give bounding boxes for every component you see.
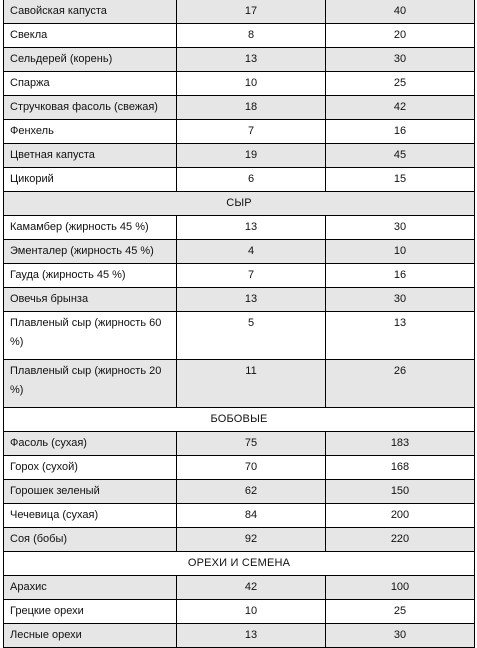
value-2-cell: 30 bbox=[326, 624, 475, 648]
table-row bbox=[4, 240, 475, 264]
value-1-cell: 18 bbox=[177, 96, 326, 120]
food-name-cell: Арахис bbox=[4, 576, 177, 600]
value-1-cell: 92 bbox=[177, 528, 326, 552]
food-name-cell: Овечья брынза bbox=[4, 288, 177, 312]
value-1-cell: 7 bbox=[177, 264, 326, 288]
value-2-cell: 25 bbox=[326, 600, 475, 624]
food-name-cell: Цикорий bbox=[4, 168, 177, 192]
section-title: СЫР bbox=[4, 192, 475, 216]
table-row bbox=[4, 48, 475, 72]
value-1-cell: 19 bbox=[177, 144, 326, 168]
value-1-cell: 17 bbox=[177, 0, 326, 24]
table-row bbox=[4, 312, 475, 360]
value-1-cell: 13 bbox=[177, 48, 326, 72]
table-row bbox=[4, 0, 475, 24]
value-2-cell: 150 bbox=[326, 480, 475, 504]
food-name-cell: Гауда (жирность 45 %) bbox=[4, 264, 177, 288]
section-title: БОБОВЫЕ bbox=[4, 408, 475, 432]
table-row bbox=[4, 528, 475, 552]
section-header-row bbox=[4, 552, 475, 576]
value-2-cell: 45 bbox=[326, 144, 475, 168]
value-1-cell: 7 bbox=[177, 120, 326, 144]
value-1-cell: 10 bbox=[177, 72, 326, 96]
section-header-row bbox=[4, 408, 475, 432]
value-2-cell: 13 bbox=[326, 312, 475, 360]
food-name-cell: Камамбер (жирность 45 %) bbox=[4, 216, 177, 240]
table-row bbox=[4, 168, 475, 192]
table-row bbox=[4, 480, 475, 504]
table-row bbox=[4, 264, 475, 288]
section-header-row bbox=[4, 192, 475, 216]
value-2-cell: 40 bbox=[326, 0, 475, 24]
table-row bbox=[4, 360, 475, 408]
food-name-cell: Плавленый сыр (жирность 60 %) bbox=[4, 312, 177, 360]
value-1-cell: 8 bbox=[177, 24, 326, 48]
value-1-cell: 13 bbox=[177, 216, 326, 240]
value-1-cell: 10 bbox=[177, 600, 326, 624]
section-title: ОРЕХИ И СЕМЕНА bbox=[4, 552, 475, 576]
value-2-cell: 25 bbox=[326, 72, 475, 96]
table-row bbox=[4, 456, 475, 480]
value-1-cell: 4 bbox=[177, 240, 326, 264]
value-1-cell: 5 bbox=[177, 312, 326, 360]
table-row bbox=[4, 120, 475, 144]
table-row bbox=[4, 576, 475, 600]
food-name-cell: Лесные орехи bbox=[4, 624, 177, 648]
table-body bbox=[4, 0, 475, 648]
value-2-cell: 183 bbox=[326, 432, 475, 456]
food-name-cell: Сельдерей (корень) bbox=[4, 48, 177, 72]
food-name-cell: Цветная капуста bbox=[4, 144, 177, 168]
value-1-cell: 70 bbox=[177, 456, 326, 480]
food-name-cell: Чечевица (сухая) bbox=[4, 504, 177, 528]
value-2-cell: 16 bbox=[326, 120, 475, 144]
value-2-cell: 15 bbox=[326, 168, 475, 192]
table-row bbox=[4, 288, 475, 312]
value-2-cell: 16 bbox=[326, 264, 475, 288]
value-1-cell: 84 bbox=[177, 504, 326, 528]
value-1-cell: 75 bbox=[177, 432, 326, 456]
table-row bbox=[4, 144, 475, 168]
food-name-cell: Горох (сухой) bbox=[4, 456, 177, 480]
food-name-cell: Фенхель bbox=[4, 120, 177, 144]
value-2-cell: 10 bbox=[326, 240, 475, 264]
value-1-cell: 13 bbox=[177, 624, 326, 648]
table-row bbox=[4, 24, 475, 48]
value-1-cell: 13 bbox=[177, 288, 326, 312]
value-2-cell: 220 bbox=[326, 528, 475, 552]
value-2-cell: 30 bbox=[326, 288, 475, 312]
food-name-cell: Свекла bbox=[4, 24, 177, 48]
food-name-cell: Грецкие орехи bbox=[4, 600, 177, 624]
value-2-cell: 42 bbox=[326, 96, 475, 120]
value-2-cell: 200 bbox=[326, 504, 475, 528]
table-row bbox=[4, 96, 475, 120]
table-row bbox=[4, 624, 475, 648]
food-name-cell: Горошек зеленый bbox=[4, 480, 177, 504]
value-2-cell: 100 bbox=[326, 576, 475, 600]
food-name-cell: Фасоль (сухая) bbox=[4, 432, 177, 456]
food-name-cell: Соя (бобы) bbox=[4, 528, 177, 552]
value-1-cell: 62 bbox=[177, 480, 326, 504]
food-name-cell: Савойская капуста bbox=[4, 0, 177, 24]
food-name-cell: Стручковая фасоль (свежая) bbox=[4, 96, 177, 120]
value-2-cell: 30 bbox=[326, 216, 475, 240]
table-row bbox=[4, 432, 475, 456]
value-2-cell: 20 bbox=[326, 24, 475, 48]
table-row bbox=[4, 504, 475, 528]
food-name-cell: Спаржа bbox=[4, 72, 177, 96]
food-name-cell: Плавленый сыр (жирность 20 %) bbox=[4, 360, 177, 408]
nutrition-table bbox=[3, 0, 475, 648]
value-2-cell: 30 bbox=[326, 48, 475, 72]
value-1-cell: 11 bbox=[177, 360, 326, 408]
table-row bbox=[4, 72, 475, 96]
value-1-cell: 42 bbox=[177, 576, 326, 600]
table-row bbox=[4, 600, 475, 624]
food-name-cell: Эменталер (жирность 45 %) bbox=[4, 240, 177, 264]
value-2-cell: 168 bbox=[326, 456, 475, 480]
table-row bbox=[4, 216, 475, 240]
value-2-cell: 26 bbox=[326, 360, 475, 408]
value-1-cell: 6 bbox=[177, 168, 326, 192]
